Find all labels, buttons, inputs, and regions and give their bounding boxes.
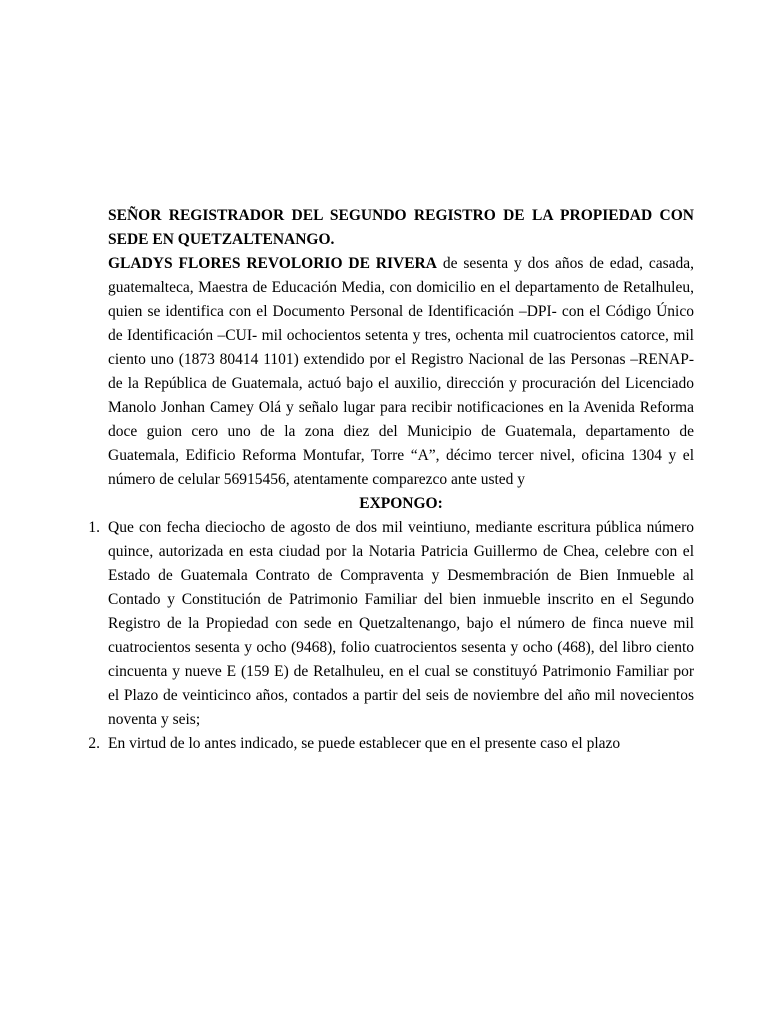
list-item-text: En virtud de lo antes indicado, se puede establecer que en el presente caso el plazo	[108, 735, 621, 752]
intro-paragraph	[108, 252, 694, 492]
document-body	[88, 204, 694, 756]
intro-text: de sesenta y dos años de edad, casada, guatemalteca, Maestra de Educación Media, con domicilio en el departamento de Retalhuleu, quien se identifica con el Documento Personal de Identificación –DPI- con el Código Único de Identificación –CUI- mil ochocientos setenta y tres, ochenta mil cuatrocientos catorce, mil ciento uno (1873 80414 1101) extendido por el Registro Nacional de las Personas –RENAP- de la República de Guatemala, actuó bajo el auxilio, dirección y procuración del Licenciado Manolo Jonhan Camey Olá y señalo lugar para recibir notificaciones en la Avenida Reforma doce guion cero uno de la zona diez del Municipio de Guatemala, departamento de Guatemala, Edificio Reforma Montufar, Torre “A”, décimo tercer nivel, oficina 1304 y el número de celular 56915456, atentamente comparezco ante usted y	[108, 255, 694, 488]
list-item	[88, 516, 694, 732]
numbered-list	[88, 516, 694, 756]
list-item	[88, 732, 694, 756]
list-item-number: 2.	[88, 735, 100, 752]
petitioner-name: GLADYS FLORES REVOLORIO DE RIVERA	[108, 255, 437, 272]
list-item-number: 1.	[88, 519, 100, 536]
section-title: EXPONGO:	[359, 495, 443, 512]
list-item-text: Que con fecha dieciocho de agosto de dos mil veintiuno, mediante escritura pública número quince, autorizada en esta ciudad por la Notaria Patricia Guillermo de Chea, celebre con el Estado de Guatemala Contrato de Compraventa y Desmembración de Bien Inmueble al Contado y Constitución de Patrimonio Familiar del bien inmueble inscrito en el Segundo Registro de la Propiedad con sede en Quetzaltenango, bajo el número de finca nueve mil cuatrocientos sesenta y ocho (9468), folio cuatrocientos sesenta y ocho (468), del libro ciento cincuenta y nueve E (159 E) de Retalhuleu, en el cual se constituyó Patrimonio Familiar por el Plazo de veinticinco años, contados a partir del seis de noviembre del año mil novecientos noventa y seis;	[108, 519, 694, 728]
addressee-heading: SEÑOR REGISTRADOR DEL SEGUNDO REGISTRO DE LA PROPIEDAD CON SEDE EN QUETZALTENANGO.	[108, 207, 694, 248]
